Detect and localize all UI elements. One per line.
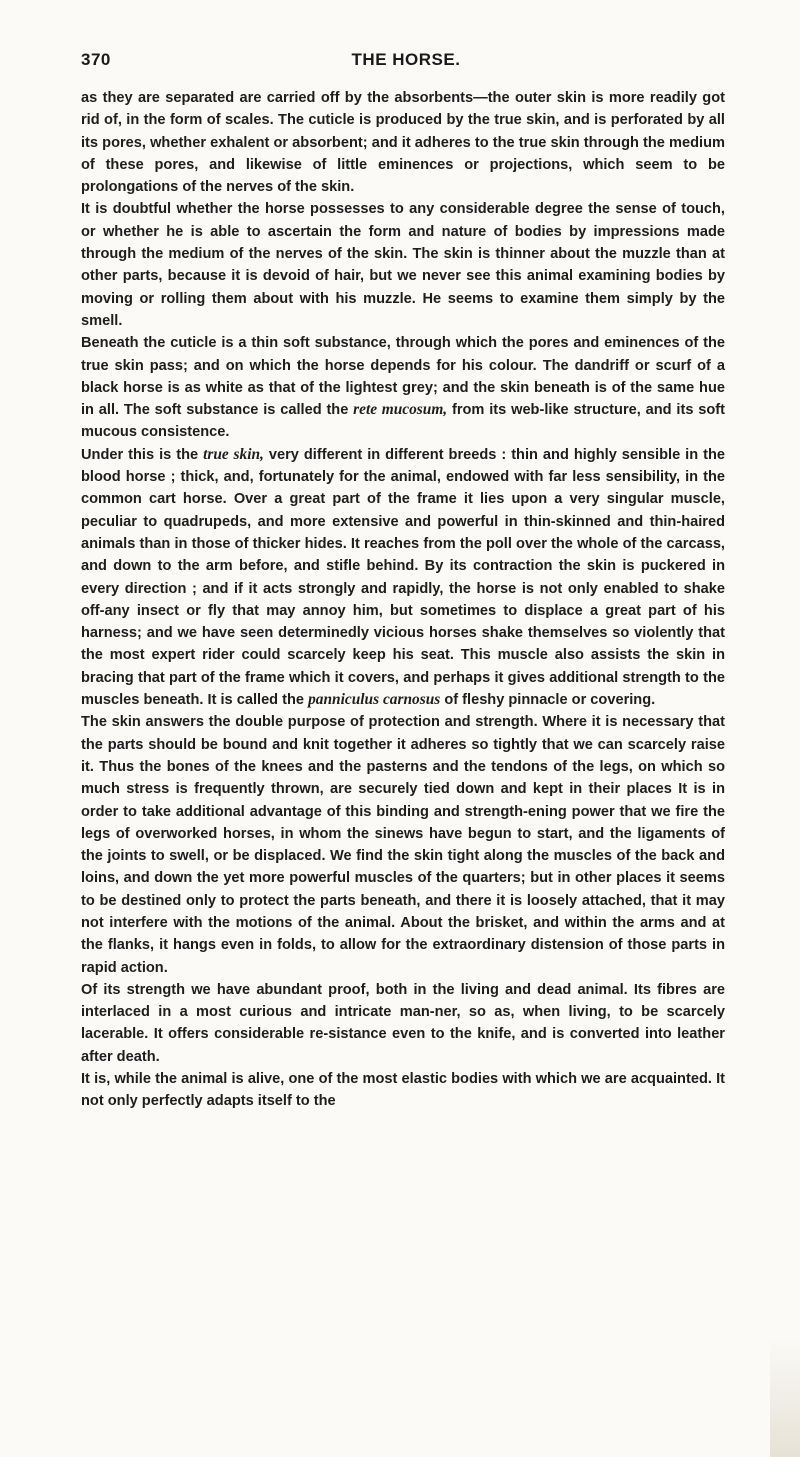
- paragraph-text: as they are separated are carried off by the absorbents—the outer skin is more readily got rid of, in the form of scales. The cuticle is produced by the true skin, and is perforated by all its pores, whether exhalent or absorbent; and it adheres to the true skin through the medium of these pores, and likewise of little eminences or projections, which seem to be prolongations of the nerves of the skin.: [81, 90, 725, 196]
- paragraph: [81, 979, 725, 1068]
- paragraph-text: The skin answers the double purpose of protection and strength. Where it is necessary that the parts should be bound and knit together it adheres so tightly that we can scarcely raise it. Thus the bones of the knees and the pasterns and the tendons of the legs, on which so much stress is frequently thrown, are securely tied down and kept in their places It is in order to take additional advantage of this binding and strength-ening power that we fire the legs of overworked horses, in whom the sinews have begun to start, and the ligaments of the joints to swell, or be displaced. We find the skin tight along the muscles of the back and loins, and down the yet more powerful muscles of the quarters; but in other places it seems to be destined only to protect the parts beneath, and there it is loosely attached, that it may not interfere with the motions of the animal. About the brisket, and within the arms and at the flanks, it hangs even in folds, to allow for the extraordinary distension of those parts in rapid action.: [81, 714, 725, 976]
- page-corner-stain: [770, 1337, 800, 1457]
- paragraph: [81, 711, 725, 979]
- paragraph: [81, 198, 725, 332]
- paragraph-text: Of its strength we have abundant proof, both in the living and dead animal. Its fibres are interlaced in a most curious and intricate man-ner, so as, when living, to be scarcely lacerable. It offers considerable re-sistance even to the knife, and is converted into leather after death.: [81, 981, 725, 1065]
- paragraph: [81, 1068, 725, 1113]
- page-number: 370: [81, 50, 111, 69]
- paragraph: [81, 444, 725, 712]
- paragraph-text: Under this is the: [81, 446, 204, 463]
- paragraph-text: from its web-like structure, and its soft mucous consistence.: [81, 402, 726, 441]
- paragraph: [81, 87, 725, 198]
- page-header: [81, 50, 731, 74]
- italic-term: panniculus carnosus: [308, 691, 441, 709]
- running-head: THE HORSE.: [351, 50, 461, 69]
- body-text: [81, 87, 725, 1113]
- paragraph: [81, 332, 725, 443]
- paragraph-text: It is doubtful whether the horse possesses to any considerable degree the sense of touch, or whether he is able to ascertain the form and nature of bodies by impressions made through the medium of the nerves of the skin. The skin is thinner about the muzzle than at other parts, because it is devoid of hair, but we never see this animal examining bodies by moving or rolling them about with his muzzle. He seems to examine them simply by the smell.: [81, 201, 725, 329]
- paragraph-text: It is, while the animal is alive, one of the most elastic bodies with which we are acquainted. It not only perfectly adapts itself to the: [81, 1071, 725, 1110]
- italic-term: rete mucosum,: [353, 401, 448, 419]
- paragraph-text: Beneath the cuticle is a thin soft substance, through which the pores and eminences of the true skin pass; and on which the horse depends for his colour. The dandriff or scurf of a black horse is as white as that of the lightest grey; and the skin beneath is of the same hue in all. The soft substance is called the: [81, 335, 725, 419]
- paragraph-text: of fleshy pinnacle or covering.: [440, 692, 656, 709]
- paragraph-text: very different in different breeds : thin and highly sensible in the blood horse ; thick, and, fortunately for the animal, endowed with far less sensibility, in the common cart horse. Over a great part of the frame it lies upon a very singular muscle, peculiar to quadrupeds, and more extensive and powerful in thin-skinned and thin-haired animals than in those of thicker hides. It reaches from the poll over the whole of the carcass, and down to the arm before, and stifle behind. By its contraction the skin is puckered in every direction ; and if it acts strongly and rapidly, the horse is not only enabled to shake off-any insect or fly that may annoy him, but sometimes to displace a great part of his harness; and we have seen determinedly vicious horses shake themselves so violently that the most expert rider could scarcely keep his seat. This muscle also assists the skin in bracing that part of the frame which it covers, and perhaps it gives additional strength to the muscles beneath. It is called the: [81, 446, 726, 709]
- italic-term: true skin,: [203, 445, 264, 463]
